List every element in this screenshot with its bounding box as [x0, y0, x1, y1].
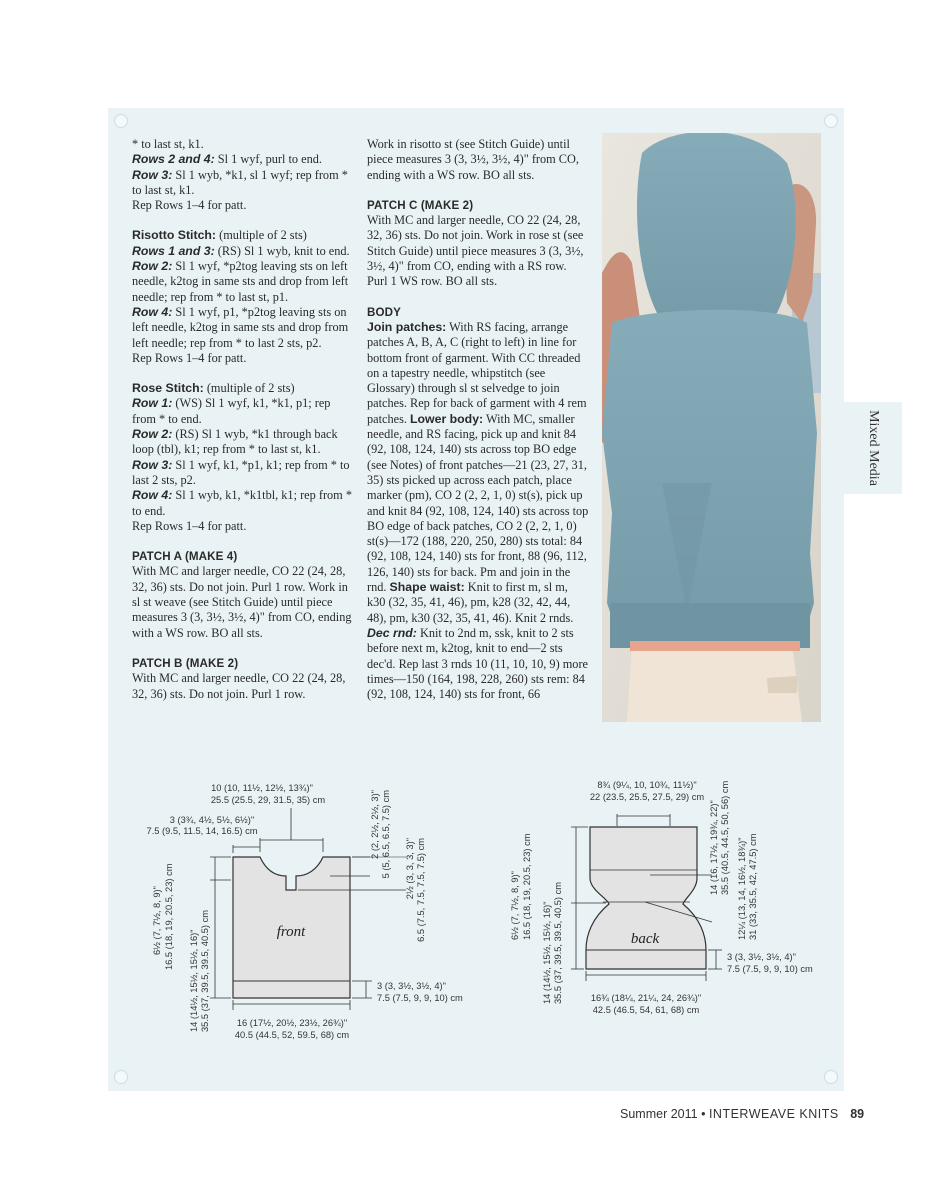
- paragraph: Row 3: Sl 1 wyb, *k1, sl 1 wyf; rep from * to last st, k1.: [132, 167, 348, 197]
- paragraph: Rose Stitch: (multiple of 2 sts): [132, 381, 295, 396]
- paragraph: Rep Rows 1–4 for patt.: [132, 350, 247, 365]
- front-bottom-in: 16 (17½, 20½, 23½, 26¾)": [236, 1018, 348, 1028]
- front-lower-in: 14 (14½, 15½, 15½, 16)": [189, 929, 199, 1032]
- paragraph: Row 1: (WS) Sl 1 wyf, k1, *k1, p1; rep from * to end.: [132, 396, 331, 426]
- front-lower-cm: 35.5 (37, 39.5, 39.5, 40.5) cm: [200, 910, 210, 1032]
- paragraph: Work in risotto st (see Stitch Guide) until piece measures 3 (3, 3½, 3½, 4)" from CO, ending with a WS row. BO all sts.: [367, 137, 579, 182]
- back-schematic: [510, 780, 813, 1015]
- paragraph: Risotto Stitch: (multiple of 2 sts): [132, 228, 307, 243]
- front-top-width-in: 10 (10, 11½, 12½, 13¾)": [211, 783, 313, 793]
- front-upper-cm: 16.5 (18, 19, 20.5, 23) cm: [164, 863, 174, 970]
- front-shoulder-in: 3 (3¾, 4½, 5½, 6½)": [169, 815, 255, 825]
- back-chest-in: 14 (16, 17½, 19¾, 22)": [709, 800, 719, 895]
- front-bottom-cm: 40.5 (44.5, 52, 59.5, 68) cm: [234, 1030, 350, 1040]
- section-heading: BODY: [367, 305, 401, 319]
- magazine-name: INTERWEAVE KNITS: [708, 1107, 839, 1121]
- front-neck-depth-cm: 5 (5, 6.5, 6.5, 7.5) cm: [381, 790, 391, 879]
- back-chest-cm: 35.5 (40.5, 44.5, 50, 56) cm: [720, 780, 730, 895]
- front-label: front: [276, 924, 306, 940]
- back-upper-cm: 16.5 (18, 19, 20.5, 23) cm: [522, 833, 532, 940]
- section-tab-label: Mixed Media: [866, 410, 881, 486]
- front-shoulder-cm: 7.5 (9.5, 11.5, 14, 16.5) cm: [146, 826, 258, 836]
- section-heading: PATCH A (MAKE 4): [132, 550, 238, 564]
- back-label: back: [630, 931, 660, 947]
- front-placket-in: 2½ (3, 3, 3, 3)": [405, 838, 415, 900]
- front-neck-depth-in: 2 (2, 2½, 2½, 3)": [370, 790, 380, 859]
- page-number: 89: [850, 1107, 865, 1121]
- back-bottom-in: 16¾ (18¼, 21¼, 24, 26¾)": [590, 993, 702, 1003]
- paragraph: With MC and larger needle, CO 22 (24, 28, 32, 36) sts. Do not join. Purl 1 row.: [132, 671, 346, 701]
- paragraph: With MC and larger needle, CO 22 (24, 28, 32, 36) sts. Do not join. Work in rose st (see Stitch Guide) until piece measures 3 (3, 3½, 3½, 4)" from CO, ending with a RS row. Purl 1 WS row. BO all sts.: [367, 213, 584, 289]
- paragraph: Row 3: Sl 1 wyf, k1, *p1, k1; rep from * to last 2 sts, p2.: [132, 457, 350, 487]
- back-top-cm: 22 (23.5, 25.5, 27.5, 29) cm: [589, 792, 705, 802]
- paragraph: * to last st, k1.: [132, 137, 204, 151]
- front-placket-cm: 6.5 (7.5, 7.5, 7.5, 7.5) cm: [416, 838, 426, 942]
- section-heading: PATCH C (MAKE 2): [367, 198, 474, 212]
- back-lower-cm: 35.5 (37, 39.5, 39.5, 40.5) cm: [553, 882, 563, 1004]
- paragraph: Row 4: Sl 1 wyf, p1, *p2tog leaving sts on left needle, k2tog in same sts and drop from left needle; rep from * to last 2 sts, p2.: [132, 304, 349, 350]
- paragraph: Join patches: With RS facing, arrange patches A, B, A, C (right to left) in line for bottom front of garment. With CC threaded on a tapestry needle, whipstitch (see Glossary) through sl st selvedge to join patches. Rep for back of garment with 4 rem patches. Lower body: With MC, smaller needle, and RS facing, pick up and knit 84 (92, 108, 124, 140) sts across top BO edge (see Notes) of front patches—21 (23, 27, 31, 35) sts picked up across each patch, place marker (pm), CO 2 (2, 2, 1, 0) st(s), pick up and knit 84 (92, 108, 124, 140) sts across top BO edge of back patches, CO 2 (2, 2, 1, 0) st(s)—172 (188, 220, 250, 280) sts total: 84 (92, 108, 124, 140) sts for front, 88 (96, 112, 126, 140) sts for back. Pm and join in the rnd. Shape waist: Knit to first m, sl m, k30 (32, 35, 41, 46), pm, k28 (32, 42, 44, 48), pm, k30 (32, 35, 41, 46). Knit 2 rnds. Dec rnd: Knit to 2nd m, ssk, knit to 2 sts before next m, k2tog, knit to end—2 sts dec'd. Rep last 3 rnds 10 (11, 10, 10, 9) more times—150 (164, 198, 228, 260) sts rem: 84 (92, 108, 124, 140) sts for front, 66: [367, 319, 589, 702]
- front-band-in: 3 (3, 3½, 3½, 4)": [377, 981, 446, 991]
- issue-date: Summer 2011: [620, 1107, 698, 1121]
- paragraph: Rows 1 and 3: (RS) Sl 1 wyb, knit to end.: [132, 243, 350, 258]
- front-upper-in: 6½ (7, 7½, 8, 9)": [152, 886, 162, 955]
- back-top-in: 8¾ (9¼, 10, 10¾, 11½)": [597, 780, 697, 790]
- back-waist-cm: 31 (33, 35.5, 42, 47.5) cm: [748, 833, 758, 940]
- paragraph: Row 2: (RS) Sl 1 wyb, *k1 through back loop (tbl), k1; rep from * to last st, k1.: [132, 427, 338, 457]
- paragraph: Rep Rows 1–4 for patt.: [132, 518, 247, 533]
- back-upper-in: 6½ (7, 7½, 8, 9)": [510, 871, 520, 940]
- section-heading: PATCH B (MAKE 2): [132, 656, 239, 670]
- paragraph: With MC and larger needle, CO 22 (24, 28, 32, 36) sts. Do not join. Purl 1 row. Work in sl st weave (see Stitch Guide) until piece measures 3 (3, 3½, 3½, 4)" from CO, ending with a WS row. BO all sts.: [132, 564, 352, 640]
- back-body-outline: [586, 827, 706, 969]
- footer-bullet: •: [701, 1107, 706, 1121]
- front-top-width-cm: 25.5 (25.5, 29, 31.5, 35) cm: [210, 795, 326, 805]
- front-band-cm: 7.5 (7.5, 9, 9, 10) cm: [377, 993, 463, 1003]
- page-footer: [620, 1107, 864, 1121]
- back-band-in: 3 (3, 3½, 3½, 4)": [727, 952, 796, 962]
- back-waist-in: 12¼ (13, 14, 16½, 18¾)": [737, 837, 747, 940]
- paragraph: Row 4: Sl 1 wyb, k1, *k1tbl, k1; rep from * to end.: [132, 488, 352, 518]
- back-lower-in: 14 (14½, 15½, 15½, 16)": [542, 901, 552, 1004]
- paragraph: Rows 2 and 4: Sl 1 wyf, purl to end.: [132, 152, 322, 167]
- front-schematic: [147, 783, 464, 1040]
- paragraph: Rep Rows 1–4 for patt.: [132, 198, 247, 213]
- back-band-cm: 7.5 (7.5, 9, 9, 10) cm: [727, 964, 813, 974]
- paragraph: Row 2: Sl 1 wyf, *p2tog leaving sts on left needle, k2tog in same sts and drop from left needle; rep from * to last st, p1.: [132, 259, 349, 304]
- back-bottom-cm: 42.5 (46.5, 54, 61, 68) cm: [592, 1005, 700, 1015]
